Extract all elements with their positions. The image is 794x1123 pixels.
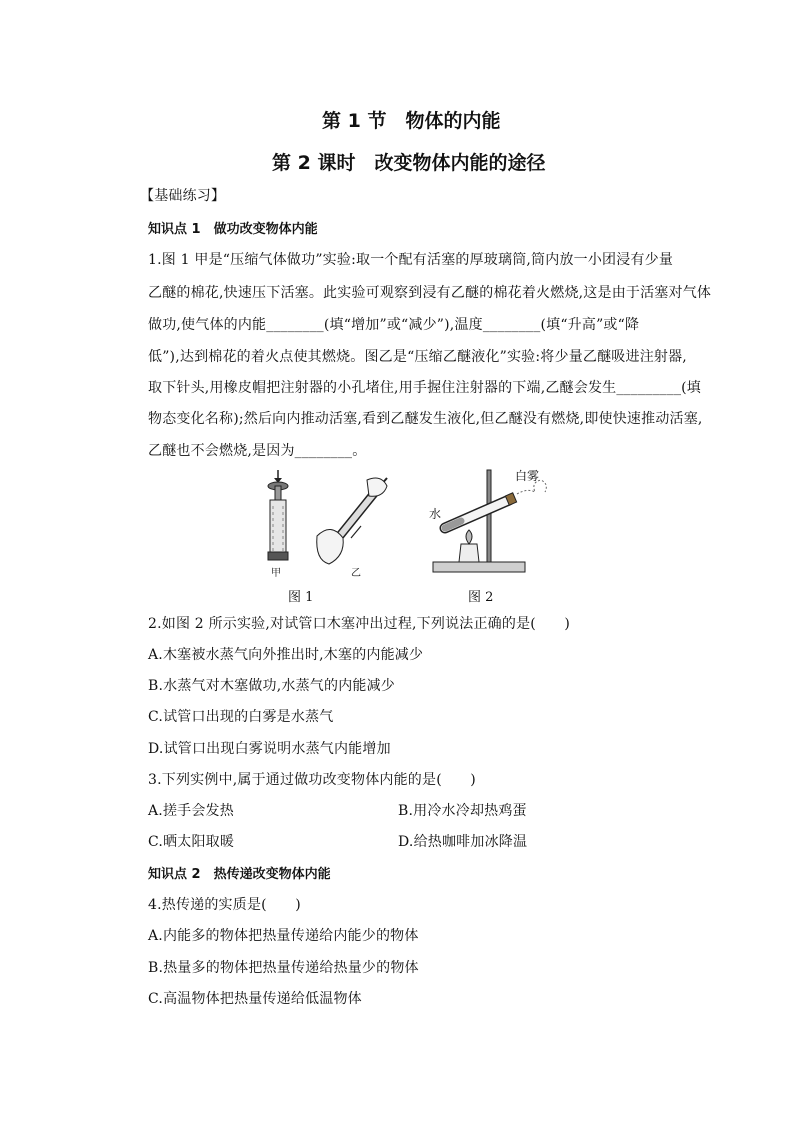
q2-option-b: B.水蒸气对木塞做功,水蒸气的内能减少 xyxy=(148,678,395,694)
q4-option-c: C.高温物体把热量传递给低温物体 xyxy=(148,991,362,1007)
q3-option-b: B.用冷水冷却热鸡蛋 xyxy=(398,803,527,819)
page-subtitle: 第 2 课时 改变物体内能的途径 xyxy=(272,152,546,174)
q2-option-d: D.试管口出现白雾说明水蒸气内能增加 xyxy=(148,741,391,757)
q4-stem: 4.热传递的实质是( ) xyxy=(148,897,301,913)
q3-option-d: D.给热咖啡加冰降温 xyxy=(398,834,528,850)
figure-1-illustration xyxy=(255,468,395,580)
figure-2-label-water: 水 xyxy=(429,507,442,521)
q2-option-c: C.试管口出现的白雾是水蒸气 xyxy=(148,709,334,725)
q3-option-c: C.晒太阳取暖 xyxy=(148,834,235,850)
knowledge-point-1-heading: 知识点 1 做功改变物体内能 xyxy=(148,222,318,237)
q2-option-a: A.木塞被水蒸气向外推出时,木塞的内能减少 xyxy=(148,647,424,663)
q1-line-2: 乙醚的棉花,快速压下活塞。此实验可观察到浸有乙醚的棉花着火燃烧,这是由于活塞对气体 xyxy=(148,285,712,301)
figure-1-caption: 图 1 xyxy=(288,590,314,605)
figure-2-caption: 图 2 xyxy=(468,590,494,605)
knowledge-point-2-heading: 知识点 2 热传递改变物体内能 xyxy=(148,867,331,882)
q1-line-1: 1.图 1 甲是“压缩气体做功”实验:取一个配有活塞的厚玻璃筒,筒内放一小团浸有少量 xyxy=(148,252,674,268)
figure-1-label-a: 甲 xyxy=(271,568,281,579)
q1-line-6: 物态变化名称);然后向内推动活塞,看到乙醚发生液化,但乙醚没有燃烧,即使快速推动活塞, xyxy=(148,411,703,427)
figure-1-label-b: 乙 xyxy=(351,568,361,579)
q4-option-b: B.热量多的物体把热量传递给热量少的物体 xyxy=(148,960,419,976)
q1-line-3: 做功,使气体的内能________(填“增加”或“减少”),温度________(填“升高”或“降 xyxy=(148,317,640,333)
q3-stem: 3.下列实例中,属于通过做功改变物体内能的是( ) xyxy=(148,772,476,788)
q3-option-a: A.搓手会发热 xyxy=(148,803,234,819)
figure-2-illustration xyxy=(425,466,565,578)
q2-stem: 2.如图 2 所示实验,对试管口木塞冲出过程,下列说法正确的是( ) xyxy=(148,616,570,632)
figure-2-label-fog: 白雾 xyxy=(515,469,540,483)
section-basic-label: 【基础练习】 xyxy=(140,188,226,204)
q1-line-5: 取下针头,用橡皮帽把注射器的小孔堵住,用手握住注射器的下端,乙醚会发生_________(填 xyxy=(148,380,702,396)
q4-option-a: A.内能多的物体把热量传递给内能少的物体 xyxy=(148,928,419,944)
page-title: 第 1 节 物体的内能 xyxy=(322,110,501,132)
q1-line-4: 低”),达到棉花的着火点使其燃烧。图乙是“压缩乙醚液化”实验:将少量乙醚吸进注射器, xyxy=(148,349,687,365)
q1-line-7: 乙醚也不会燃烧,是因为________。 xyxy=(148,443,367,459)
